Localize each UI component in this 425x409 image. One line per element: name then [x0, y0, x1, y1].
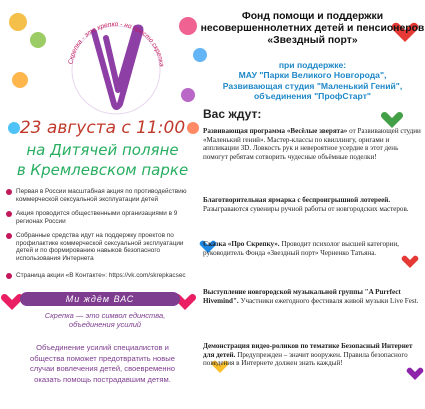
bullet-item[interactable]: Страница акции «В Контакте»: https://vk.com/skrepkacsec — [6, 272, 202, 280]
program-item: Благотворительная ярмарка с беспроигрышной лотереей. Разыграваются сувениры ручной работы от новгородских мастеров. — [203, 196, 409, 213]
support-line: МАУ "Парки Великого Новгорода", — [238, 70, 387, 81]
union-line: Объединение усилий специалистов и — [36, 343, 169, 352]
bullet-icon — [6, 189, 12, 195]
heart-icon — [407, 368, 424, 380]
heart-icon — [402, 256, 419, 268]
union-text — [0, 343, 205, 385]
program-item: Развивающая программа «Весёлые зверята» от Развивающей студии «Маленький гений». Мастер-классы по квиллингу, оригами и аппликации 3D. Ловкость рук и невероятное усердие в этот день помогут ребятам сотворить чудесные объёмные поделки! — [203, 127, 421, 161]
logo-text: Скрепка - это крепко - но просто скрепка — [67, 20, 165, 68]
program-item: Сказка «Про Скрепку». Проводит психолог высшей категории, руководитель Фонда «Звездный порт» Черненко Татьяна. — [203, 240, 399, 257]
support-line: при поддержке: — [278, 60, 347, 70]
bullet-item: Акция проводится общественными организациями в 9 регионах России — [6, 210, 202, 225]
skrepka-logo — [56, 14, 176, 126]
bullet-item: Собранные средства идут на поддержку проектов по профилактике коммерческой сексуальной эксплуатации детей и по формированию навыков безопасного использования Интернета — [6, 232, 202, 262]
program-item: Выступление новгородской музыкальной группы "A Purrfect Hivemind". Участники ежегодного фестиваля живой музыки Live Fest. — [203, 288, 419, 305]
balloon-icon — [30, 32, 46, 48]
support-block — [200, 60, 425, 102]
bullet-icon — [6, 273, 12, 279]
header-line: Фонд помощи и поддержки — [241, 11, 384, 22]
symbol-line: объединения усилий — [68, 320, 142, 329]
balloon-icon — [9, 13, 27, 31]
symbol-text — [20, 311, 190, 329]
support-line: Развивающая студия "Маленький Гений", — [222, 80, 403, 91]
header-line: «Звездный порт» — [267, 35, 358, 47]
heart-icon — [381, 112, 403, 128]
you-wait-heading: Вас ждут: — [203, 107, 262, 121]
support-line: объединения "ПрофСтарт" — [254, 91, 371, 102]
we-wait-banner: Ми ждём ВАС — [20, 292, 180, 306]
face-icon — [181, 88, 195, 102]
program-item: Демонстрация видео-роликов по тематике Безопасный Интернет для детей. Предупрежден – значит вооружен. Правила безопасного поведения в Интернете должен знать каждый! — [203, 342, 413, 368]
event-date: 23 августа с 11:00 — [19, 118, 186, 138]
union-line: случаи вовлечения детей, своевременно — [29, 364, 176, 374]
balloon-icon — [179, 17, 197, 35]
event-place-line2: в Кремлевском парке — [16, 161, 189, 179]
union-line: общества поможет предотвратить новые — [30, 353, 175, 363]
fund-header — [200, 11, 425, 48]
symbol-line: Скрепка — это символ единства, — [44, 311, 166, 320]
bullet-icon — [6, 233, 12, 239]
svg-text:Скрепка - это крепко - но прос — [67, 21, 165, 67]
event-place-line1: на Дитячей поляне — [26, 141, 179, 159]
union-line: оказать помощь пострадавшим детям. — [34, 374, 171, 384]
face-icon — [12, 72, 28, 88]
bullet-item: Первая в России масштабная акция по противодействию коммерческой сексуальной эксплуатации детей — [6, 188, 202, 203]
bullet-icon — [6, 211, 12, 217]
header-line: несовершеннолетних детей и пенсионеров — [200, 23, 425, 35]
